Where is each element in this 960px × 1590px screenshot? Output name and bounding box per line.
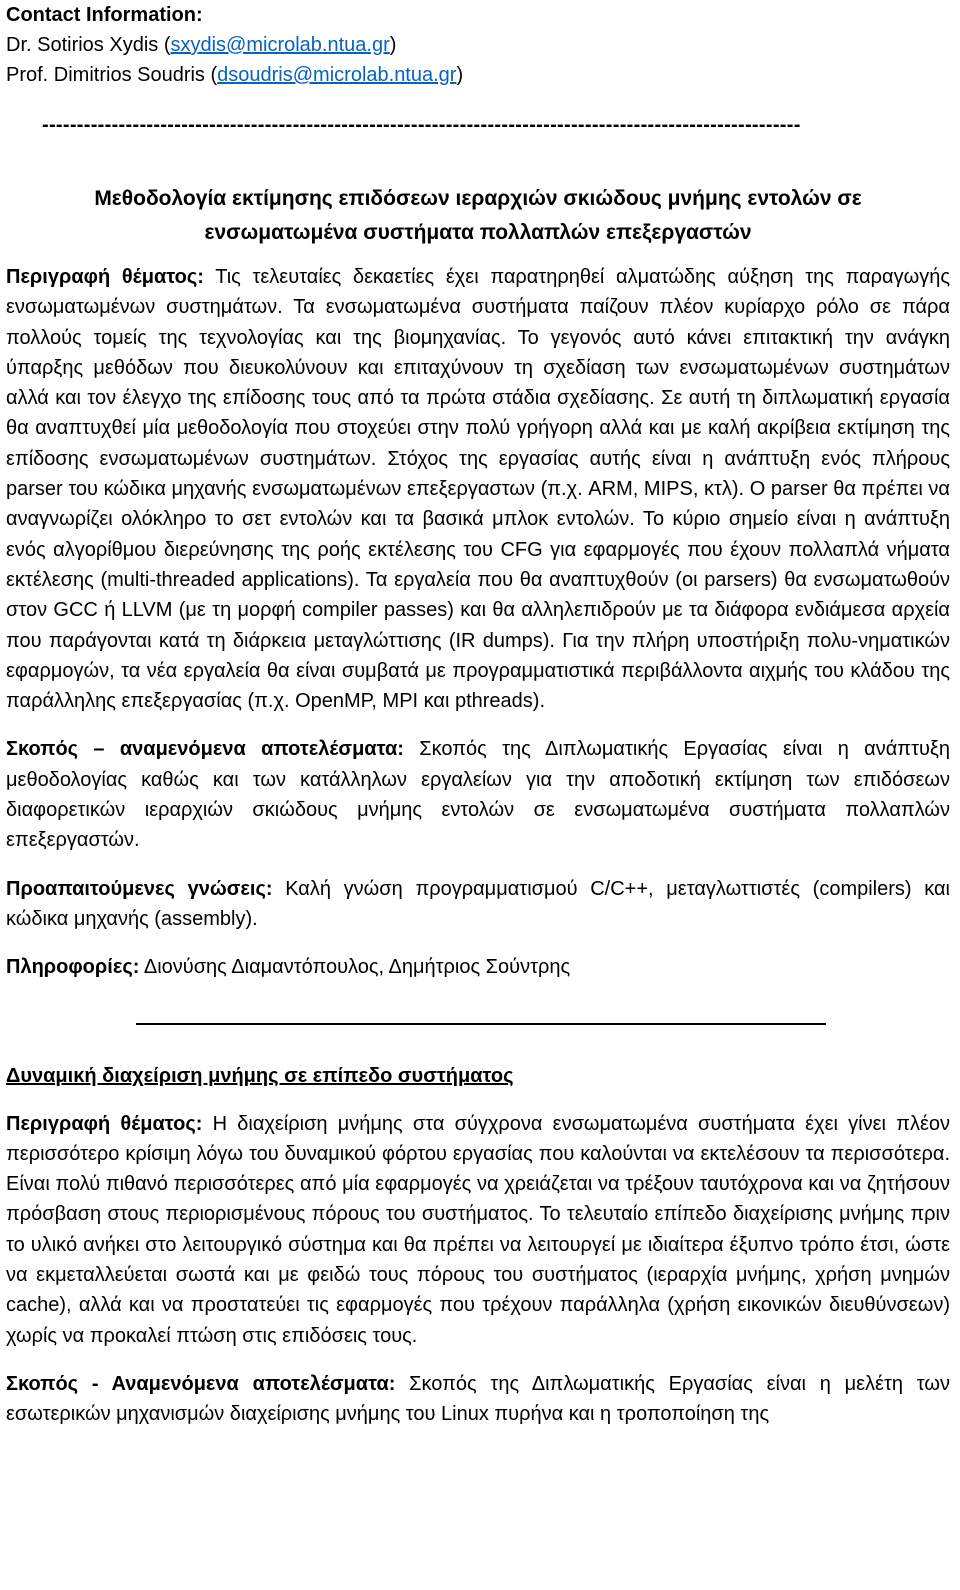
contact-person-1-name: Dr. Sotirios Xydis ( — [6, 34, 171, 56]
topic-2-description-label: Περιγραφή θέματος: — [6, 1112, 203, 1135]
topic-1-description-label: Περιγραφή θέματος: — [6, 266, 204, 288]
topic-1-goal-text: Σκοπός της Διπλωματικής Εργασίας είναι η ανάπτυξη μεθοδολογίας καθώς και των κατάλληλων εργαλείων για την αποδοτική εκτίμηση των επιδόσεων διαφορετικών ιεραρχιών σκιώδους μνήμης εντολών σε ενσωματωμένα συστήματα πολλαπλών επεξεργαστών. — [6, 738, 950, 852]
topic-1-title-line-1: Μεθοδολογία εκτίμησης επιδόσεων ιεραρχιών σκιώδους μνήμης εντολών σε — [94, 187, 862, 210]
topic-2-title: Δυναμική διαχείριση μνήμης σε επίπεδο συστήματος — [6, 1064, 514, 1087]
topic-1-prerequisites-text: Καλή γνώση προγραμματισμού C/C++, μεταγλωττιστές (compilers) και κώδικα μηχανής (assembly). — [6, 877, 950, 930]
contact-person-2 — [6, 60, 950, 90]
topic-1-title-line-2: ενσωματωμένα συστήματα πολλαπλών επεξεργαστών — [204, 221, 752, 244]
dashed-separator: ------------------------------------------------------------------------------------------------------------- — [42, 114, 801, 136]
topic-1-description — [6, 262, 950, 716]
contact-person-2-suffix: ) — [456, 64, 464, 86]
contact-heading: Contact Information: — [6, 4, 203, 26]
topic-1-prerequisites-label: Προαπαιτούμενες γνώσεις: — [6, 877, 273, 900]
topic-1-title — [6, 182, 950, 250]
topic-1-info-text: Διονύσης Διαμαντόπουλος, Δημήτριος Σούντρης — [139, 956, 571, 979]
topic-2-goal-label: Σκοπός - Αναμενόμενα αποτελέσματα: — [6, 1372, 396, 1395]
topic-1-goal-label: Σκοπός – αναμενόμενα αποτελέσματα: — [6, 738, 404, 761]
section-divider — [136, 1023, 826, 1025]
topic-1-info-label: Πληροφορίες: — [6, 956, 140, 979]
email-link-sxydis[interactable]: sxydis@microlab.ntua.gr — [170, 34, 390, 56]
email-link-dsoudris[interactable]: dsoudris@microlab.ntua.gr — [217, 64, 457, 86]
topic-1-prerequisites — [6, 874, 950, 935]
topic-2-goal-text: Σκοπός της Διπλωματικής Εργασίας είναι η μελέτη των εσωτερικών μηχανισμών διαχείρισης μνήμης του Linux πυρήνα και η τροποποίηση της — [6, 1372, 950, 1426]
topic-1-info — [6, 952, 950, 982]
contact-person-1-suffix: ) — [389, 34, 397, 56]
topic-1-goal — [6, 734, 950, 855]
topic-2-description — [6, 1109, 950, 1351]
contact-block — [6, 0, 950, 90]
topic-2-description-text: Η διαχείριση μνήμης στα σύγχρονα ενσωματωμένα συστήματα έχει γίνει πλέον περισσότερο κρίσιμη λόγω του δυναμικού φόρτου εργασίας που καλούνται να εκτελέσουν τα περισσότερα. Είναι πολύ πιθανό περισσότερες από μία εφαρμογές να χρειάζεται να τρέξουν ταυτόχρονα και να ζητήσουν πρόσβαση στους περιορισμένους πόρους του συστήματος. Το τελευταίο επίπεδο διαχείρισης μνήμης πριν το υλικό ανήκει στο λειτουργικό σύστημα και θα πρέπει να λειτουργεί με ιδιαίτερα έξυπνο τρόπο έτσι, ώστε να εκμεταλλεύεται σωστά και με φειδώ τους πόρους του συστήματος (ιεραρχία μνήμης, χρήση μνημών cache), αλλά και να προστατεύει τις εφαρμογές που τρέχουν παράλληλα (χρήση εικονικών διευθύνσεων) χωρίς να προκαλεί πτώση στις επιδόσεις τους. — [6, 1112, 950, 1347]
contact-person-2-name: Prof. Dimitrios Soudris ( — [6, 64, 218, 86]
contact-person-1 — [6, 30, 950, 60]
topic-2-goal — [6, 1369, 950, 1430]
topic-1-description-text: Τις τελευταίες δεκαετίες έχει παρατηρηθεί αλματώδης αύξηση της παραγωγής ενσωματωμένων συστημάτων. Τα ενσωματωμένα συστήματα παίζουν πλέον κυρίαρχο ρόλο σε πάρα πολλούς τομείς της τεχνολογίας και της βιομηχανίας. Το γεγονός αυτό κάνει επιτακτική την ανάγκη ύπαρξης μεθόδων που διευκολύνουν και επιταχύνουν τη σχεδίαση των ενσωματωμένων συστημάτων αλλά και τον έλεγχο της επίδοσης τους από τα πρώτα στάδια σχεδίασης. Σε αυτή τη διπλωματική εργασία θα αναπτυχθεί μία μεθοδολογία που στοχεύει στην πολύ γρήγορη αλλά και με καλή ακρίβεια εκτίμηση της επίδοσης ενσωματωμένων συστημάτων. Στόχος της εργασίας αυτής είναι η ανάπτυξη ενός πλήρους parser του κώδικα μηχανής ενσωματωμένων επεξεργαστων (π.χ. ARM, MIPS, κτλ). Ο parser θα πρέπει να αναγνωρίζει ολόκληρο το σετ εντολών και τα βασικά μπλοκ εντολών. Το κύριο σημείο είναι η ανάπτυξη ενός αλγορίθμου διερεύνησης της ροής εκτέλεσης του CFG για εφαρμογές που έχουν πολλαπλά νήματα εκτέλεσης (multi-threaded applications). Τα εργαλεία που θα αναπτυχθούν (οι parsers) θα ενσωματωθούν στον GCC ή LLVM (με τη μορφή compiler passes) και θα αλληλεπιδρούν με τα διάφορα ενδιάμεσα αρχεία που παράγονται κατά τη διάρκεια μεταγλώττισης (IR dumps). Για την πλήρη υποστήριξη πολυ-νηματικών εφαρμογών, τα νέα εργαλεία θα είναι συμβατά με προγραμματιστικά περιβάλλοντα αιχμής του κλάδου της παράλληλης επεξεργασίας (π.χ. OpenMP, MPI και pthreads). — [6, 266, 950, 713]
